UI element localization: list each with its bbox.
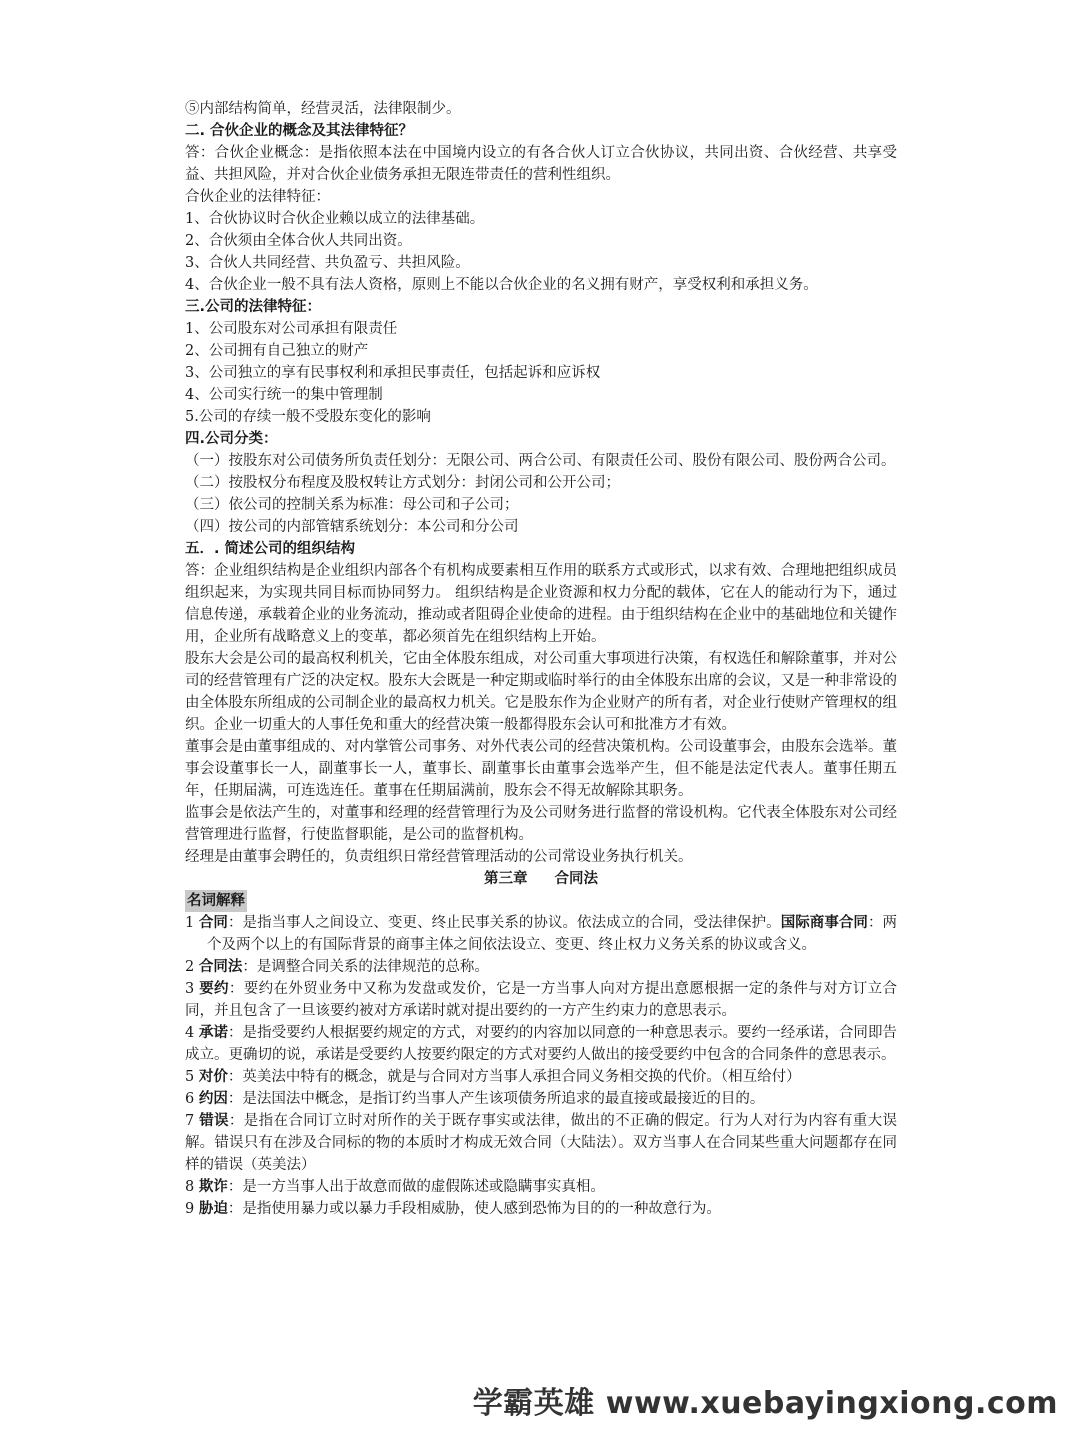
glossary-label-row	[185, 890, 897, 912]
list-item: 4、公司实行统一的集中管理制	[185, 387, 383, 403]
list-item: 1、合伙协议时合伙企业赖以成立的法律基础。	[185, 211, 485, 227]
chapter-title: 第三章 合同法	[483, 871, 599, 887]
definition-term: 错误	[199, 1113, 229, 1129]
definition-item	[185, 956, 897, 978]
definition-number: 4	[185, 1025, 195, 1041]
list-item: 3、合伙人共同经营、共负盈亏、共担风险。	[185, 255, 470, 271]
definition-term: 承诺	[198, 1025, 228, 1041]
paragraph: 董事会是由董事组成的、对内掌管公司事务、对外代表公司的经营决策机构。公司设董事会，由股东会选举。董事会设董事长一人，副董事长一人，董事长、副董事长由董事会选举产生，但不能是法定代表人。董事任期五年，任期届满，可连选连任。董事在任期届满前，股东会不得无故解除其职务。	[185, 739, 897, 799]
definition-number: 5	[185, 1069, 195, 1085]
definition-text: ：两个及两个以上的有国际背景的商事主体之间依法设立、变更、终止权力义务关系的协议或含义。	[207, 915, 898, 953]
paragraph: 经理是由董事会聘任的，负责组织日常经营管理活动的公司常设业务执行机关。	[185, 849, 693, 865]
definition-number: 9	[185, 1201, 195, 1217]
glossary-label: 名词解释	[185, 890, 247, 912]
definition-item	[185, 1066, 897, 1088]
definition-number: 3	[185, 981, 195, 997]
definition-number: 8	[185, 1179, 195, 1195]
definition-term: 合同法	[198, 959, 243, 975]
definition-number: 6	[185, 1091, 195, 1107]
site-watermark: 学霸英雄 www.xuebayingxiong.com	[472, 1386, 1058, 1421]
definition-item	[185, 1198, 897, 1220]
definition-term: 约因	[198, 1091, 228, 1107]
definition-text: ：是指受要约人根据要约规定的方式，对要约的内容加以同意的一种意思表示。要约一经承诺，合同即告成立。更确切的说，承诺是受要约人按要约限定的方式对要约人做出的接受要约中包含的合同条件的意思表示。	[185, 1025, 898, 1063]
definition-text: ：是指使用暴力或以暴力手段相威胁，使人感到恐怖为目的的一种故意行为。	[227, 1201, 721, 1217]
list-item: （三）依公司的控制关系为标准：母公司和子公司；	[185, 497, 519, 513]
paragraph: 合伙企业的法律特征：	[185, 189, 330, 205]
section-heading: 三.公司的法律特征：	[185, 299, 322, 315]
definition-item	[185, 978, 897, 1022]
paragraph: 答：企业组织结构是企业组织内部各个有机构成要素相互作用的联系方式或形式，以求有效、合理地把组织成员组织起来，为实现共同目标而协同努力。 组织结构是企业资源和权力分配的载体，它在人的能动行为下，通过信息传递，承载着企业的业务流动，推动或者阻碍企业使命的进程。由于组织结构在企业中的基础地位和关键作用，企业所有战略意义上的变革，都必须首先在组织结构上开始。	[185, 563, 897, 645]
list-item: 1、公司股东对公司承担有限责任	[185, 321, 398, 337]
section-heading: 五．. 简述公司的组织结构	[185, 541, 356, 557]
definition-term: 国际商事合同	[780, 915, 868, 931]
definition-text: ：是一方当事人出于故意而做的虚假陈述或隐瞒事实真相。	[227, 1179, 605, 1195]
definition-text: ：是指当事人之间设立、变更、终止民事关系的协议。依法成立的合同，受法律保护。	[227, 915, 781, 931]
list-item: 2、合伙须由全体合伙人共同出资。	[185, 233, 412, 249]
list-item: 3、公司独立的享有民事权利和承担民事责任，包括起诉和应诉权	[185, 365, 601, 381]
definition-number: 2	[185, 959, 195, 975]
definition-number: 7	[185, 1113, 195, 1129]
list-item: （二）按股权分布程度及股权转让方式划分：封闭公司和公开公司；	[185, 475, 620, 491]
paragraph: 股东大会是公司的最高权利机关，它由全体股东组成，对公司重大事项进行决策，有权选任和解除董事，并对公司的经营管理有广泛的决定权。股东大会既是一种定期或临时举行的由全体股东出席的会议，又是一种非常设的由全体股东所组成的公司制企业的最高权力机关。它是股东作为企业财产的所有者，对企业行使财产管理权的组织。企业一切重大的人事任免和重大的经营决策一般都得股东会认可和批准方才有效。	[185, 651, 897, 733]
list-item: ⑤内部结构简单，经营灵活，法律限制少。	[185, 101, 461, 117]
definition-term: 对价	[198, 1069, 228, 1085]
definition-term: 要约	[199, 981, 229, 997]
definition-text: ：英美法中特有的概念，就是与合同对方当事人承担合同义务相交换的代价。（相互给付）	[227, 1069, 801, 1085]
definition-term: 胁迫	[198, 1201, 228, 1217]
definition-item	[185, 912, 897, 956]
definition-number: 1	[185, 915, 195, 931]
definition-item	[185, 1088, 897, 1110]
document-page	[185, 98, 897, 1220]
list-item: 5.公司的存续一般不受股东变化的影响	[185, 409, 431, 425]
definition-item	[185, 1022, 897, 1066]
paragraph: 监事会是依法产生的，对董事和经理的经营管理行为及公司财务进行监督的常设机构。它代表全体股东对公司经营管理进行监督，行使监督职能，是公司的监督机构。	[185, 805, 897, 843]
definition-item	[185, 1110, 897, 1176]
paragraph: 答：合伙企业概念：是指依照本法在中国境内设立的有各合伙人订立合伙协议，共同出资、合伙经营、共享受益、共担风险，并对合伙企业债务承担无限连带责任的营利性组织。	[185, 145, 897, 183]
definition-text: ：是调整合同关系的法律规范的总称。	[242, 959, 489, 975]
list-item: （一）按股东对公司债务所负责任划分：无限公司、两合公司、有限责任公司、股份有限公司、股份两合公司。	[185, 453, 896, 469]
list-item: （四）按公司的内部管辖系统划分：本公司和分公司	[185, 519, 519, 535]
definition-text: ：是法国法中概念，是指订约当事人产生该项债务所追求的最直接或最接近的目的。	[227, 1091, 765, 1107]
definition-text: ：是指在合同订立时对所作的关于既存事实或法律，做出的不正确的假定。行为人对行为内容有重大误解。错误只有在涉及合同标的物的本质时才构成无效合同（大陆法）。双方当事人在合同某些重大问题都存在同样的错误（英美法）	[185, 1113, 898, 1173]
section-heading: 四.公司分类：	[185, 431, 278, 447]
list-item: 2、公司拥有自己独立的财产	[185, 343, 369, 359]
list-item: 4、合伙企业一般不具有法人资格，原则上不能以合伙企业的名义拥有财产，享受权利和承担义务。	[185, 277, 818, 293]
definition-item	[185, 1176, 897, 1198]
definition-term: 合同	[198, 915, 228, 931]
definition-term: 欺诈	[198, 1179, 228, 1195]
section-heading: 二. 合伙企业的概念及其法律特征？	[185, 123, 414, 139]
definition-text: ：要约在外贸业务中又称为发盘或发价，它是一方当事人向对方提出意愿根据一定的条件与对方订立合同，并且包含了一旦该要约被对方承诺时就对提出要约的一方产生约束力的意思表示。	[185, 981, 898, 1019]
